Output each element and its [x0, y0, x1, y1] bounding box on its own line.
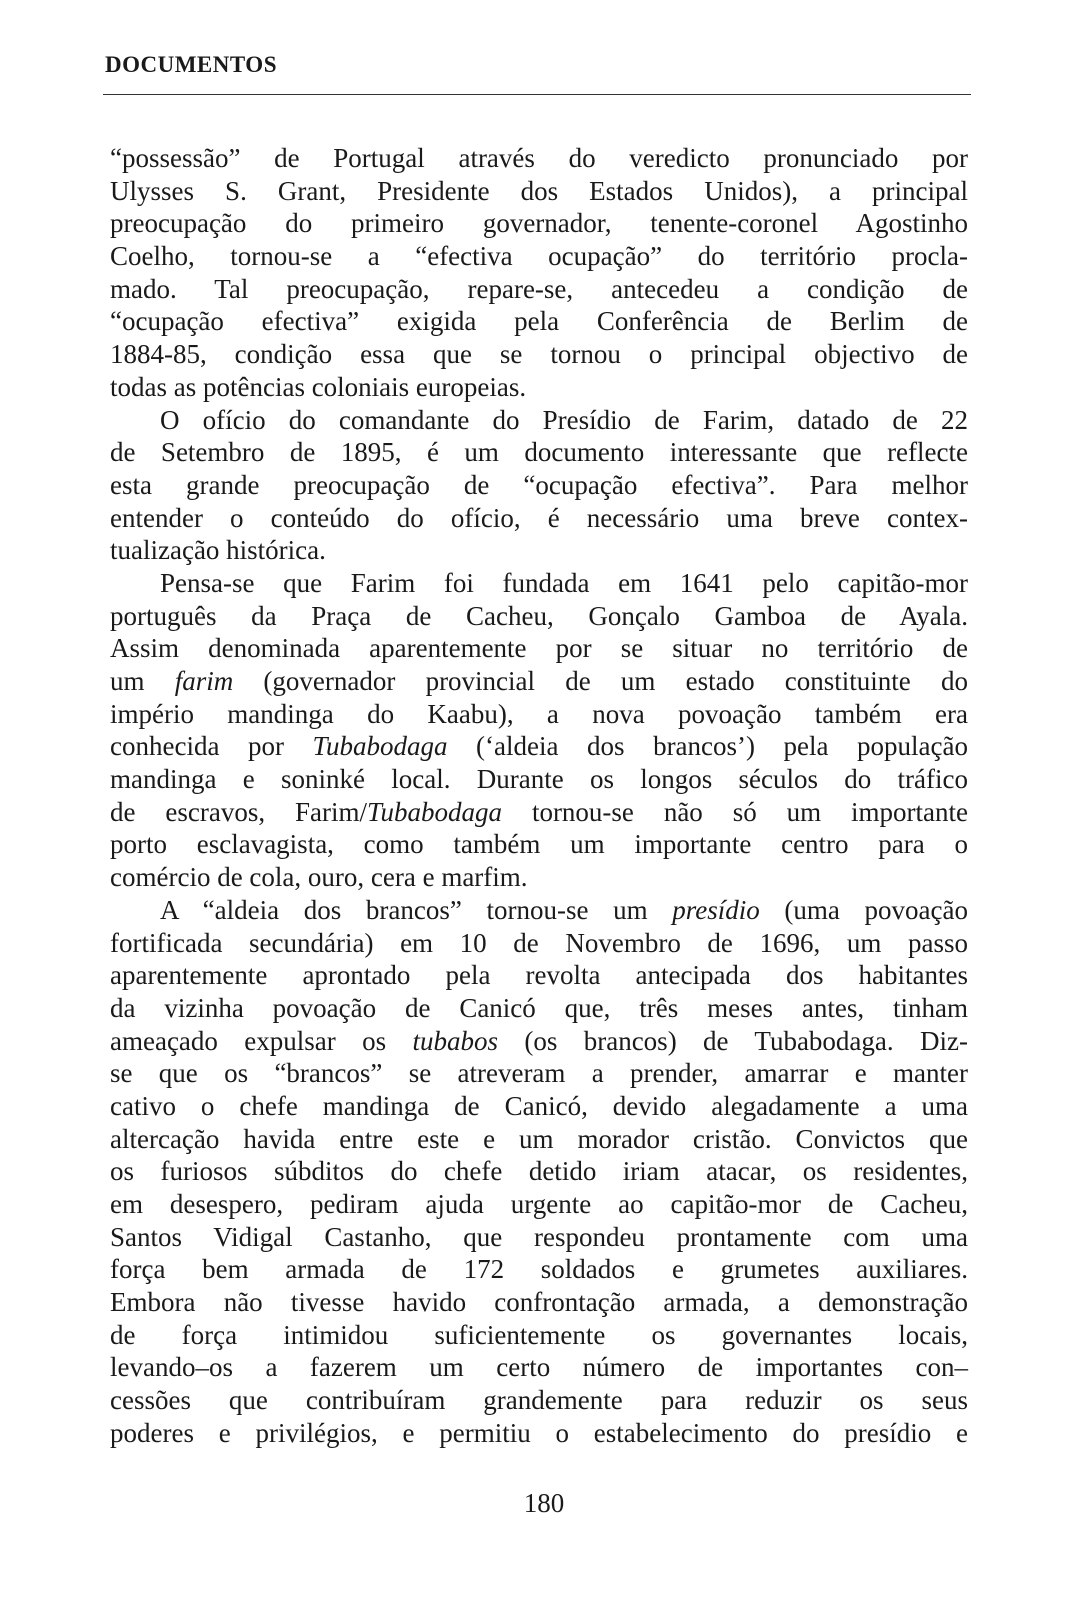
text-line	[110, 665, 968, 698]
body-text	[110, 142, 968, 1450]
text-line	[110, 240, 968, 273]
text-line	[110, 207, 968, 240]
text-line	[110, 273, 968, 306]
text-segment: 1884-85, condição essa que se tornou o principal objectivo de	[110, 339, 968, 370]
text-line	[110, 1057, 968, 1090]
text-line	[110, 404, 968, 437]
text-line	[110, 1319, 968, 1352]
text-segment: cessões que contribuíram grandemente para reduzir os seus	[110, 1385, 968, 1416]
text-line	[110, 1286, 968, 1319]
text-segment: conhecida por	[110, 731, 313, 762]
text-line	[110, 763, 968, 796]
text-segment: aparentemente aprontado pela revolta antecipada dos habitantes	[110, 960, 968, 991]
page-number: 180	[523, 1488, 565, 1518]
text-line	[110, 959, 968, 992]
text-segment: todas as potências coloniais europeias.	[110, 371, 527, 402]
text-segment: Assim denominada aparentemente por se situar no território de	[110, 633, 968, 664]
italic-term: Tubabodaga	[367, 796, 503, 827]
text-line	[110, 1090, 968, 1123]
text-segment: (‘aldeia dos brancos’) pela população	[447, 731, 968, 762]
text-line	[110, 469, 968, 502]
text-segment: os furiosos súbditos do chefe detido iriam atacar, os residentes,	[110, 1156, 968, 1187]
text-segment: mandinga e soninké local. Durante os longos séculos do tráfico	[110, 764, 968, 795]
text-segment: (uma povoação	[759, 894, 968, 925]
text-line	[110, 338, 968, 371]
text-line	[110, 927, 968, 960]
text-line	[110, 371, 968, 404]
text-line	[110, 632, 968, 665]
text-line	[110, 1417, 968, 1450]
text-line	[110, 730, 968, 763]
text-line	[110, 894, 968, 927]
text-line	[110, 567, 968, 600]
text-segment: ameaçado expulsar os	[110, 1025, 413, 1056]
text-segment: força bem armada de 172 soldados e grumetes auxiliares.	[110, 1254, 968, 1285]
text-line	[110, 305, 968, 338]
text-segment: poderes e privilégios, e permitiu o estabelecimento do presídio e	[110, 1417, 968, 1448]
text-segment: porto esclavagista, como também um importante centro para o	[110, 829, 968, 860]
text-line	[110, 142, 968, 175]
text-line	[110, 861, 968, 894]
text-segment: tualização histórica.	[110, 535, 326, 566]
text-line	[110, 1123, 968, 1156]
text-line	[110, 1221, 968, 1254]
text-segment: A “aldeia dos brancos” tornou-se um	[160, 894, 673, 925]
text-segment: “ocupação efectiva” exigida pela Conferência de Berlim de	[110, 306, 968, 337]
text-segment: Pensa-se que Farim foi fundada em 1641 pelo capitão-mor	[160, 567, 968, 598]
text-segment: levando–os a fazerem um certo número de importantes con–	[110, 1352, 968, 1383]
text-line	[110, 1155, 968, 1188]
text-line	[110, 992, 968, 1025]
text-segment: em desespero, pediram ajuda urgente ao capitão-mor de Cacheu,	[110, 1189, 968, 1219]
text-line	[110, 1188, 968, 1221]
text-line	[110, 796, 968, 829]
text-segment: comércio de cola, ouro, cera e marfim.	[110, 862, 528, 893]
text-segment: se que os “brancos” se atreveram a prender, amarrar e manter	[110, 1058, 968, 1089]
text-segment: (os brancos) de Tubabodaga. Diz-	[498, 1025, 968, 1056]
text-segment: da vizinha povoação de Canicó que, três meses antes, tinham	[110, 992, 968, 1023]
text-segment: preocupação do primeiro governador, tenente-coronel Agostinho	[110, 208, 968, 239]
text-segment: Coelho, tornou-se a “efectiva ocupação” do território procla-	[110, 241, 968, 272]
text-segment: entender o conteúdo do ofício, é necessário uma breve contex-	[110, 502, 968, 533]
text-segment: império mandinga do Kaabu), a nova povoação também era	[110, 698, 968, 729]
text-segment: tornou-se não só um importante	[502, 796, 968, 827]
text-segment: altercação havida entre este e um morador cristão. Convictos que	[110, 1123, 968, 1154]
text-segment: Embora não tivesse havido confrontação armada, a demonstração	[110, 1287, 968, 1318]
text-line	[110, 1384, 968, 1417]
text-segment: de escravos, Farim/	[110, 796, 367, 827]
text-segment: O ofício do comandante do Presídio de Farim, datado de 22	[160, 404, 968, 435]
text-line	[110, 600, 968, 633]
text-line	[110, 698, 968, 731]
text-segment: mado. Tal preocupação, repare-se, antecedeu a condição de	[110, 273, 968, 304]
text-segment: esta grande preocupação de “ocupação efectiva”. Para melhor	[110, 469, 968, 500]
text-segment: Santos Vidigal Castanho, que respondeu prontamente com uma	[110, 1221, 968, 1252]
text-segment: (governador provincial de um estado constituinte do	[233, 666, 968, 696]
text-segment: cativo o chefe mandinga de Canicó, devido alegadamente a uma	[110, 1090, 968, 1121]
text-line	[110, 534, 968, 567]
text-line	[110, 1253, 968, 1286]
text-segment: de força intimidou suficientemente os governantes locais,	[110, 1319, 968, 1350]
text-segment: fortificada secundária) em 10 de Novembro de 1696, um passo	[110, 927, 968, 958]
running-header: DOCUMENTOS	[105, 52, 277, 77]
text-segment: Ulysses S. Grant, Presidente dos Estados Unidos), a principal	[110, 175, 968, 206]
header-rule	[103, 94, 971, 95]
text-segment: um	[110, 666, 175, 696]
text-line	[110, 1351, 968, 1384]
text-line	[110, 175, 968, 208]
text-line	[110, 1025, 968, 1058]
text-line	[110, 828, 968, 861]
text-segment: português da Praça de Cacheu, Gonçalo Gamboa de Ayala.	[110, 600, 968, 631]
italic-term: tubabos	[412, 1025, 498, 1056]
text-segment: “possessão” de Portugal através do veredicto pronunciado por	[110, 143, 968, 173]
italic-term: Tubabodaga	[312, 731, 448, 762]
italic-term: farim	[174, 666, 234, 696]
italic-term: presídio	[672, 894, 760, 925]
text-segment: de Setembro de 1895, é um documento interessante que reflecte	[110, 437, 968, 468]
text-line	[110, 502, 968, 535]
text-line	[110, 436, 968, 469]
